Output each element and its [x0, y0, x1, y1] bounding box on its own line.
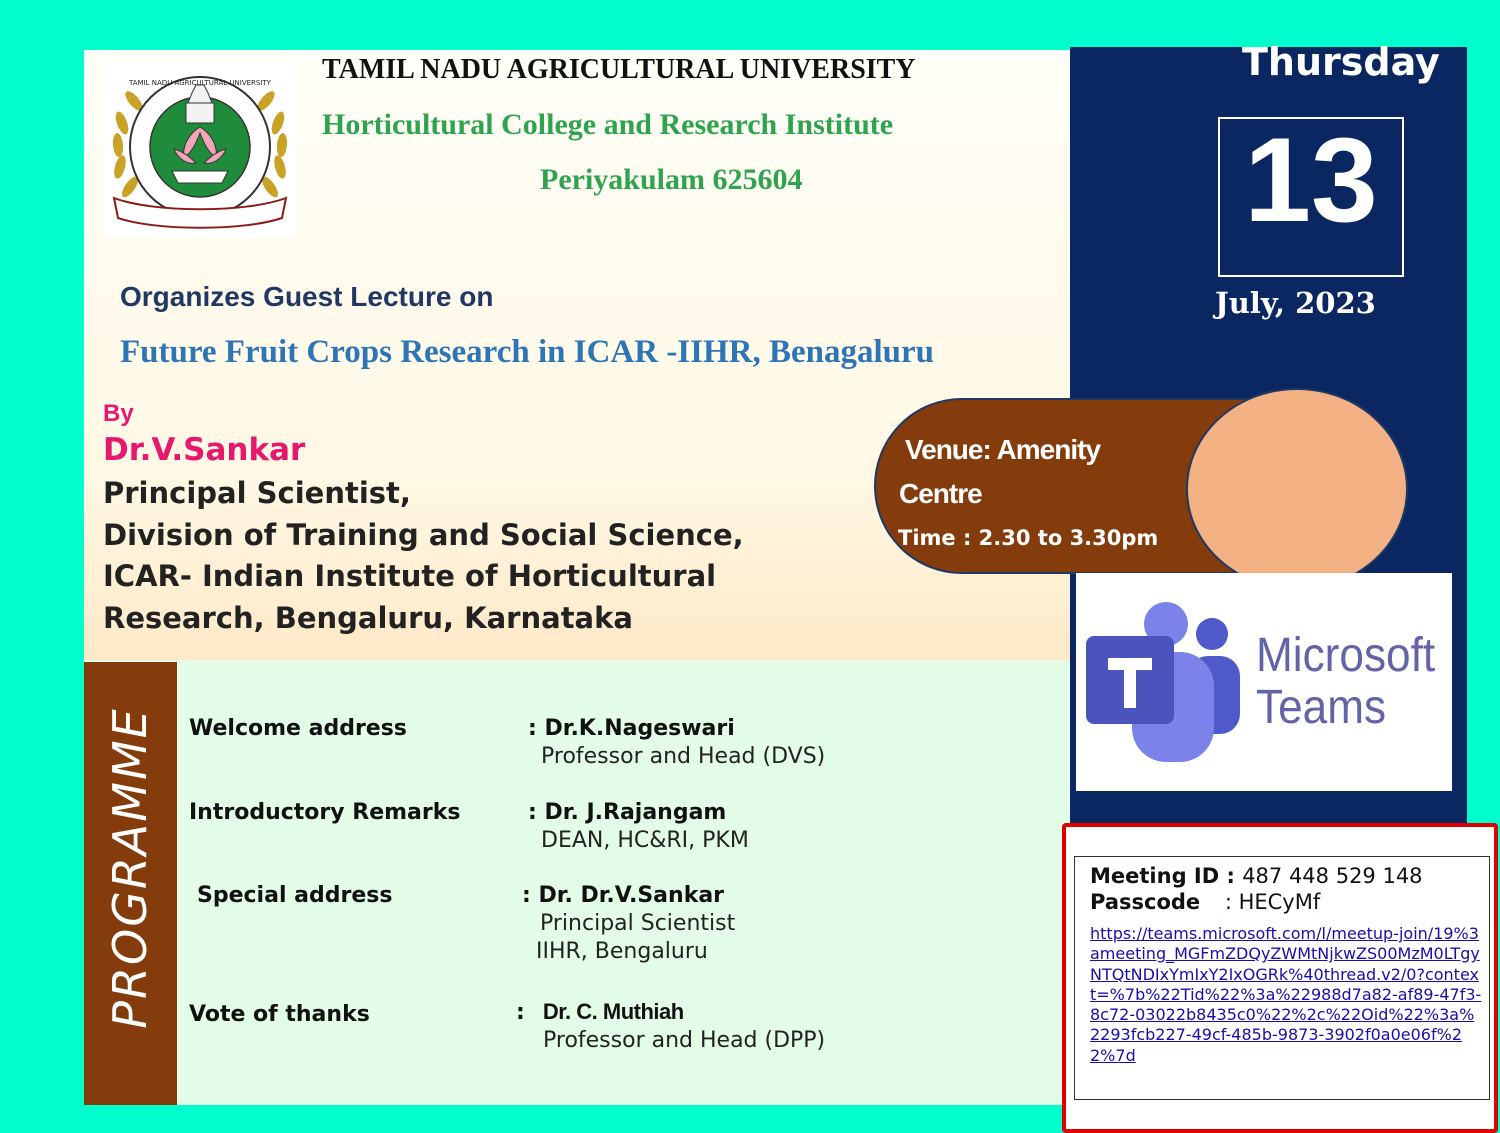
meeting-join-link[interactable]: https://teams.microsoft.com/l/meetup-join/19%3ameeting_MGFmZDQyZWMtNjkwZS00MzM0LTgyNTQtNDIxYmIxY2IxOGRk%40thread.v2/0?context=%7b%22Tid%22%3a%22988d7a82-af89-47f3-8c72-03022b8435c0%22%2c%22Oid%22%3a%2293fcb227-49cf-485b-9873-3902f0a0e06f%22%7d — [1090, 924, 1482, 1065]
meeting-passcode — [1090, 890, 1320, 914]
event-month-year: July, 2023 — [1215, 286, 1376, 320]
university-name: TAMIL NADU AGRICULTURAL UNIVERSITY — [322, 54, 916, 85]
university-logo — [104, 63, 296, 238]
event-day: 13 — [1244, 113, 1378, 247]
college-name: Horticultural College and Research Institute — [322, 108, 894, 141]
college-location: Periyakulam 625604 — [540, 163, 803, 196]
programme-speaker: : Dr. C. Muthiah — [516, 999, 684, 1025]
programme-speaker: : Dr. J.Rajangam — [528, 800, 727, 825]
programme-speaker-role: DEAN, HC&RI, PKM — [541, 828, 749, 853]
programme-speaker-role: Professor and Head (DVS) — [541, 744, 826, 769]
teams-icon — [1084, 598, 1254, 768]
programme-item: Vote of thanks — [189, 1002, 370, 1027]
lecture-topic: Future Fruit Crops Research in ICAR -IIHR, Benagaluru — [120, 334, 935, 370]
venue-line: Centre — [899, 478, 982, 509]
programme-speaker-role: Principal Scientist — [540, 911, 736, 936]
by-label: By — [103, 400, 134, 427]
svg-text:TAMIL NADU AGRICULTURAL UNIVER: TAMIL NADU AGRICULTURAL UNIVERSITY — [129, 79, 271, 87]
programme-item: Welcome address — [189, 716, 407, 741]
event-time: Time : 2.30 to 3.30pm — [898, 526, 1159, 550]
programme-speaker: : Dr.K.Nageswari — [528, 716, 735, 741]
speaker-designation-line: Research, Bengaluru, Karnataka — [103, 601, 633, 635]
event-weekday: Thursday — [1242, 40, 1440, 84]
meeting-id-label: Meeting ID : — [1090, 864, 1243, 888]
passcode-value: : HECyMf — [1218, 890, 1321, 914]
speaker-designation-line: Division of Training and Social Science, — [103, 518, 744, 552]
programme-speaker-role: IIHR, Bengaluru — [536, 939, 708, 964]
meeting-id — [1090, 864, 1423, 888]
programme-label: PROGRAMME — [103, 707, 157, 1029]
venue-line: Venue: Amenity — [905, 434, 1101, 465]
meeting-id-value: 487 448 529 148 — [1242, 864, 1423, 888]
programme-speaker-role: Professor and Head (DPP) — [543, 1028, 826, 1053]
decorative-circle — [1186, 388, 1408, 590]
programme-speaker: : Dr. Dr.V.Sankar — [522, 883, 725, 908]
event-intro: Organizes Guest Lecture on — [120, 281, 494, 312]
speaker-name: Dr.V.Sankar — [103, 432, 306, 468]
programme-item: Introductory Remarks — [189, 800, 461, 825]
programme-item: Special address — [197, 883, 393, 908]
teams-brand-text: Microsoft — [1256, 629, 1436, 682]
teams-brand-text: Teams — [1256, 681, 1387, 734]
speaker-designation-line: Principal Scientist, — [103, 476, 411, 510]
speaker-designation-line: ICAR- Indian Institute of Horticultural — [103, 559, 717, 593]
passcode-label: Passcode — [1090, 890, 1201, 914]
